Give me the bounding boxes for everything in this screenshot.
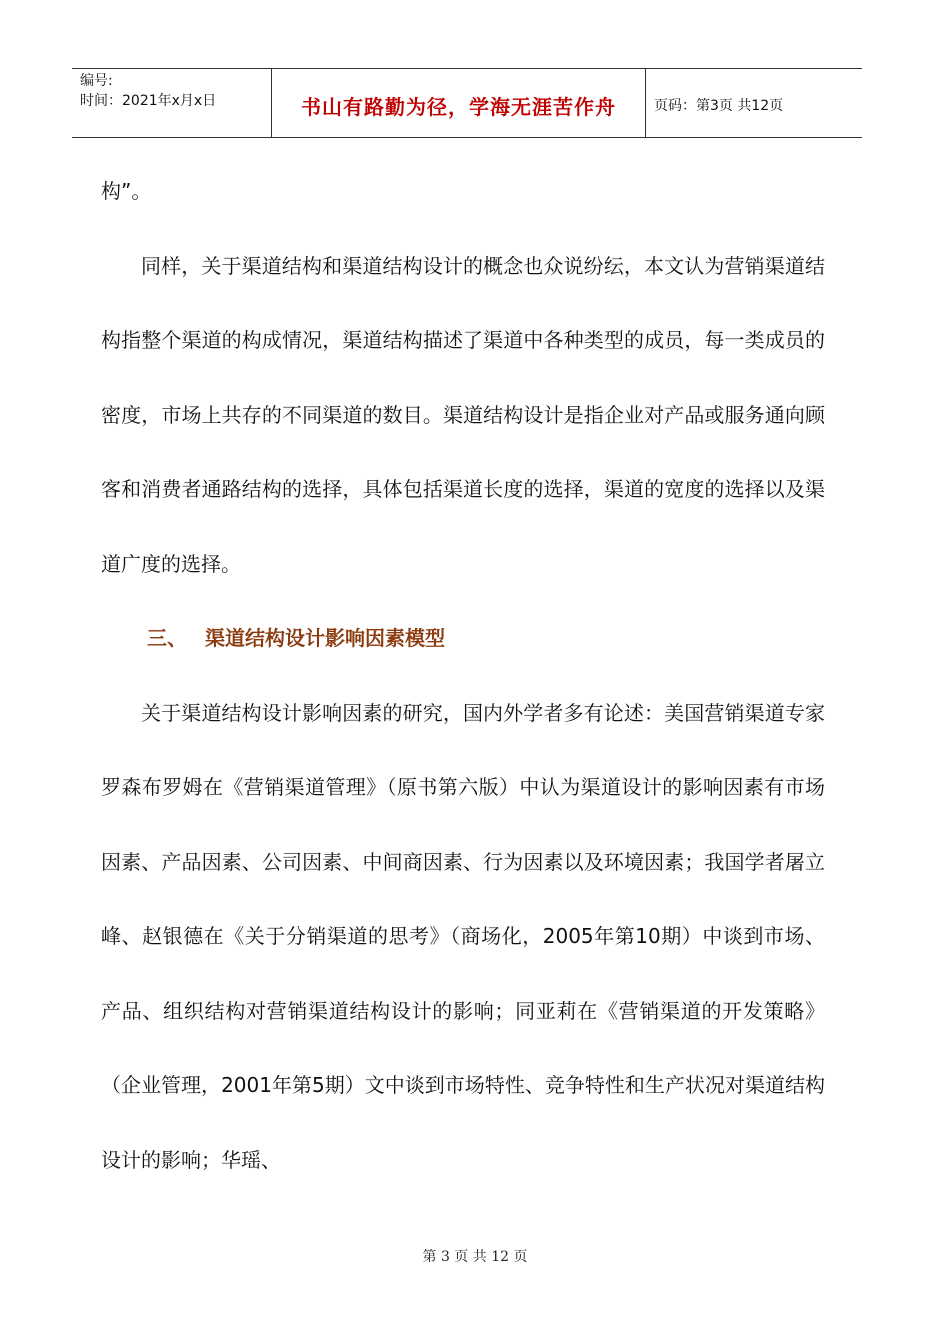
- paragraph: 关于渠道结构设计影响因素的研究，国内外学者多有论述：美国营销渠道专家罗森布罗姆在《营销渠道管理》（原书第六版）中认为渠道设计的影响因素有市场因素、产品因素、公司因素、中间商因素、行为因素以及环境因素；我国学者屠立峰、赵银德在《关于分销渠道的思考》（商场化，2005年第10期）中谈到市场、产品、组织结构对营销渠道结构设计的影响；同亚莉在《营销渠道的开发策略》（企业管理，2001年第5期）文中谈到市场特性、竞争特性和生产状况对渠道结构设计的影响；华瑶、: [101, 700, 825, 1172]
- time-label: 时间：2021年x月x日: [80, 93, 217, 109]
- paragraph-continuation: 构”。: [101, 179, 152, 203]
- document-body: [101, 154, 825, 1197]
- serial-label: 编号:: [80, 73, 113, 89]
- section-number: 三、: [147, 626, 187, 650]
- page-footer: 第 3 页 共 12 页: [422, 1249, 528, 1265]
- page-header: [72, 68, 862, 138]
- header-page-code: 页码：第3页 共12页: [654, 98, 784, 114]
- header-motto: 书山有路勤为径，学海无涯苦作舟: [272, 69, 646, 137]
- header-meta: [72, 69, 272, 137]
- section-title: 渠道结构设计影响因素模型: [205, 626, 445, 650]
- section-heading: [101, 601, 825, 676]
- paragraph: 同样，关于渠道结构和渠道结构设计的概念也众说纷纭，本文认为营销渠道结构指整个渠道的构成情况，渠道结构描述了渠道中各种类型的成员，每一类成员的密度，市场上共存的不同渠道的数目。渠道结构设计是指企业对产品或服务通向顾客和消费者通路结构的选择，具体包括渠道长度的选择，渠道的宽度的选择以及渠道广度的选择。: [101, 253, 825, 576]
